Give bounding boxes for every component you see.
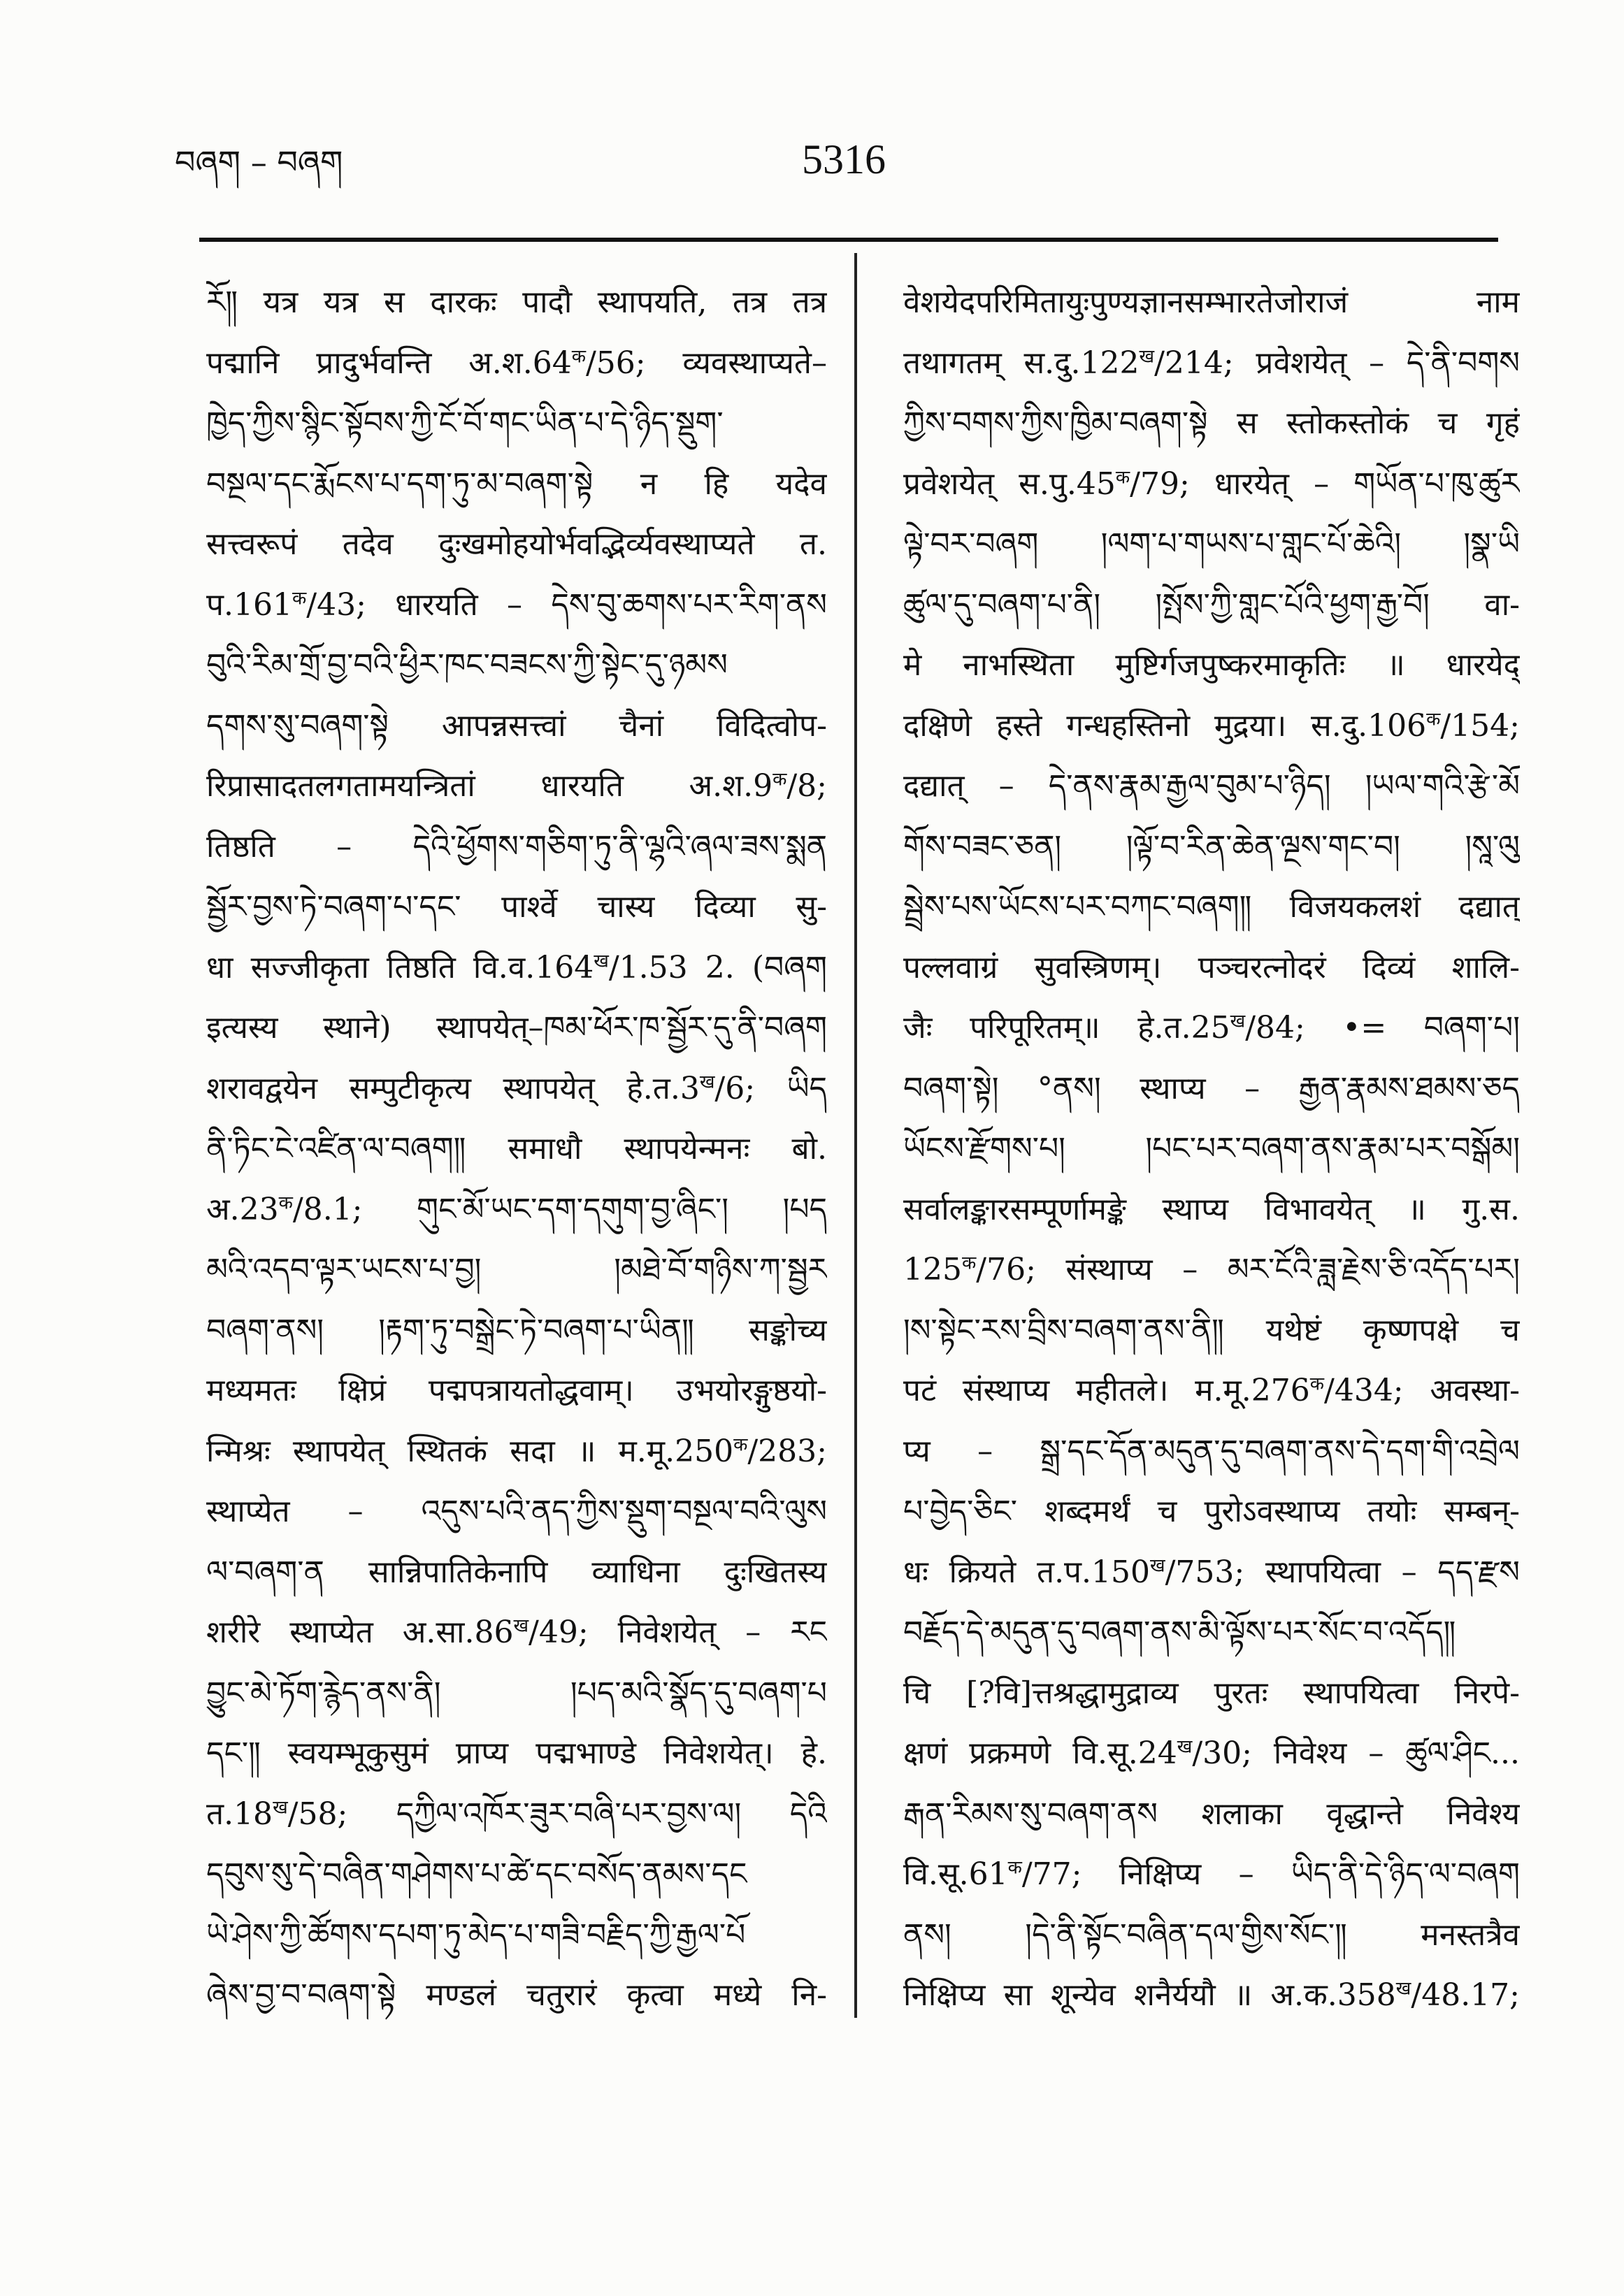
text-line: सत्त्वरूपं तदेव दुःखमोहयोर्भवद्भिर्व्यवस्थाप्यते त.: [206, 526, 827, 562]
text-line: धः क्रियते $त.प.150^ख/753$; स्थापयित्वा – དད་རྫས: [903, 1554, 1520, 1590]
text-line: प्य – སྒྲ་དང་དོན་མདུན་དུ་བཞག་ནས་དེ་དག་གི་འབྲེལ: [903, 1433, 1520, 1469]
text-line: धा सज्जीकृता तिष्ठति $वि.व.164^ख/1.53$ 2. (བཞག: [206, 949, 827, 985]
text-line: ཀྱིས་བགས་ཀྱིས་ཁྱིམ་བཞག་སྟེ स स्तोकस्तोकं च गृहं: [903, 405, 1520, 441]
text-line: तथागतम् $स.दु.122^ख/214$; प्रवेशयेत् – དེ་ནི་བགས: [903, 345, 1520, 381]
text-line: བརྗོད་དེ་མདུན་དུ་བཞག་ནས་མི་ལྟོས་པར་སོང་བ་འདོད༎: [903, 1615, 1456, 1650]
text-line: इत्यस्य स्थाने) स्थापयेत्–ཁམ་ཕོར་ཁ་སྦྱོར་དུ་ནི་བཞག: [206, 1010, 827, 1046]
text-line: ལྟེ་བར་བཞག །ལག་པ་གཡས་པ་གླང་པོ་ཆེའི། །སྣ་ཡི: [903, 526, 1520, 562]
text-line: རྒན་རིམས་སུ་བཞག་ནས शलाका वृद्धान्ते निवेश्य: [903, 1796, 1520, 1832]
folio-side-marker: ख: [1177, 1735, 1193, 1758]
text-line: तिष्ठति – དེའི་ཕྱོགས་གཅིག་ཏུ་ནི་ལྷའི་ཞལ་ཟས་སྨན: [206, 828, 827, 865]
text-line: दक्षिणे हस्ते गन्धहस्तिनो मुद्रया। $स.दु.106^क/154$;: [903, 707, 1520, 744]
folio-side-marker: ख: [273, 1796, 288, 1818]
text-line: रिप्रासादतलगतामयन्त्रितां धारयति $अ.श.9^क/8$;: [206, 768, 827, 804]
text-line: བུའི་རིམ་གྲོ་བྱ་བའི་ཕྱིར་ཁང་བཟངས་ཀྱི་སྟེང་དུ་ཉམས: [206, 647, 728, 683]
text-line: पल्लवाग्रं सुवस्त्रिणम्। पञ्चरत्नोदरं दिव्यं शालि-: [903, 949, 1520, 985]
folio-side-marker: ख: [1230, 1010, 1246, 1032]
text-line: དང་༎ स्वयम्भूकुसुमं प्राप्य पद्मभाण्डे निवेशयेत्। हे.: [206, 1735, 827, 1771]
text-line: བཞག་ནས། །རྟག་ཏུ་བསྒྲེང་ཏེ་བཞག་པ་ཡིན༎ सङ्कोच्य: [206, 1312, 827, 1348]
text-line: $125^क/76$; संस्थाप्य – མར་ངོའི་ཟླ་རྗེས་ཅི་འདོད་པར།: [903, 1252, 1520, 1287]
text-line: जैः परिपूरितम्॥ $हे.त.25^ख/84$; •= བཞག་པ།: [903, 1010, 1520, 1046]
text-line: पटं संस्थाप्य महीतले। $म.मू.276^क/434$; अवस्था-: [903, 1373, 1520, 1408]
text-line: བྱུང་མེ་ཏོག་རྙེད་ནས་ནི། །པད་མའི་སྣོད་དུ་བཞག་པ: [206, 1675, 827, 1711]
folio-side-marker: क: [1115, 465, 1130, 488]
folio-side-marker: ख: [513, 1615, 529, 1637]
text-line: मे नाभस्थिता मुष्टिर्गजपुष्करमाकृतिः ॥ धारयेद्: [903, 647, 1520, 683]
text-line: སྦྱོར་བྱས་ཏེ་བཞག་པ་དང་ पार्श्वे चास्य दिव्या सु-: [206, 889, 827, 925]
folio-side-marker: क: [278, 1191, 293, 1213]
text-line: शरीरे स्थाप्येत $अ.सा.86^ख/49$; निवेशयेत् – རང: [206, 1615, 827, 1650]
text-line: चि [?वि]त्तश्रद्धामुद्राव्य पुरतः स्थापयित्वा निरपे-: [903, 1675, 1520, 1711]
text-line: ཡོངས་རྫོགས་པ། །པང་པར་བཞག་ནས་རྣམ་པར་བསྒོམ།: [903, 1131, 1520, 1167]
folio-side-marker: क: [571, 345, 586, 367]
text-line: རོ༎ यत्र यत्र स दारकः पादौ स्थापयति, तत्र तत्र: [206, 284, 827, 320]
folio-side-marker: क: [292, 586, 307, 609]
text-line: $प.161^क/43$; धारयति – དེས་བུ་ཆགས་པར་རིག་ནས: [206, 586, 827, 623]
text-line: བཞག་སྟེ། °ནས། स्थाप्य – རྒྱན་རྣམས་ཐམས་ཅད: [903, 1070, 1520, 1106]
text-line: བསྔལ་དང་རྨོངས་པ་དག་ཏུ་མ་བཞག་སྟེ न हि यदेव: [206, 465, 827, 502]
text-line: $अ.23^क/8.1$; གུང་མོ་ཡང་དག་དགུག་བྱ་ཞིང་། །པད: [206, 1191, 827, 1227]
text-line: པ་བྱེད་ཅིང་ शब्दमर्थं च पुरोऽवस्थाप्य तयोः सम्बन्-: [903, 1494, 1520, 1529]
text-line: དགས་སུ་བཞག་སྟེ आपन्नसत्त्वां चैनां विदित्वोप-: [206, 707, 827, 744]
text-line: །ས་སྟེང་རས་བྲིས་བཞག་ནས་ནི༎ यथेष्टं कृष्णपक्षे च: [903, 1312, 1520, 1348]
folio-side-marker: क: [733, 1433, 748, 1455]
text-line: प्रवेशयेत् $स.पु.45^क/79$; धारयेत् – གཡོན་པ་ཁུ་ཚུར: [903, 465, 1520, 502]
text-line: सर्वालङ्कारसम्पूर्णामङ्के स्थाप्य विभावयेत् ॥ गु.स.: [903, 1191, 1520, 1227]
folio-side-marker: क: [773, 768, 787, 790]
right-column: [903, 273, 1520, 2026]
text-line: वेशयेदपरिमितायुःपुण्यज्ञानसम्भारतेजोराजं नाम: [903, 284, 1520, 320]
running-head: བཞག – བཞག: [175, 143, 343, 181]
text-line: ཡེ་ཤེས་ཀྱི་ཚོགས་དཔག་ཏུ་མེད་པ་གཟི་བརྗིད་ཀྱི་རྒྱལ་པོ: [206, 1916, 746, 1953]
text-line: ནས། །དེ་ནི་སྟོང་བཞིན་དལ་གྱིས་སོང་༎ मनस्तत्रैव: [903, 1916, 1520, 1953]
column-divider: [854, 253, 857, 2018]
folio-side-marker: ख: [1139, 345, 1155, 367]
folio-side-marker: ख: [699, 1070, 715, 1092]
text-line: ཁྱེད་ཀྱིས་སྙིང་སྟོབས་ཀྱི་ངོ་བོ་གང་ཡིན་པ་དེ་ཉིད་སྡུག་: [206, 405, 724, 441]
text-line: न्मिश्रः स्थापयेत् स्थितकं सदा ॥ $म.मू.250^क/283$;: [206, 1433, 827, 1469]
folio-side-marker: ख: [594, 949, 609, 972]
folio-side-marker: क: [961, 1252, 977, 1274]
text-line: གོས་བཟང་ཅན། །ལྟོ་བ་རིན་ཆེན་ལྔས་གང་བ། །སཱ་ལུ: [903, 828, 1520, 865]
folio-side-marker: क: [1007, 1856, 1022, 1879]
text-line: དབུས་སུ་དེ་བཞིན་གཤེགས་པ་ཚེ་དང་བསོད་ནམས་དང: [206, 1856, 747, 1892]
text-line: दद्यात् – དེ་ནས་རྣམ་རྒྱལ་བུམ་པ་ཉིད། །ཡལ་གའི་རྩེ་མོ: [903, 768, 1520, 804]
text-line: ཞེས་བྱ་བ་བཞག་སྟེ मण्डलं चतुरारं कृत्वा मध्ये नि-: [206, 1977, 827, 2013]
header-rule: [199, 238, 1498, 242]
text-line: शरावद्वयेन सम्पुटीकृत्य स्थापयेत् $हे.त.3^ख/6$; ཡིད: [206, 1070, 827, 1106]
text-line: मध्यमतः क्षिप्रं पद्मपत्रायतोद्धवाम्। उभयोरङ्गुष्ठयो-: [206, 1373, 827, 1408]
text-line: निक्षिप्य सा शून्येव शनैर्ययौ ॥ $अ.क.358^ख/48.17$;: [903, 1977, 1520, 2013]
text-line: पद्मानि प्रादुर्भवन्ति $अ.श.64^क/56$; व्यवस्थाप्यते–: [206, 345, 827, 381]
text-line: མའི་འདབ་ལྟར་ཡངས་པ་བྱ། །མཐེ་བོ་གཉིས་ཀ་སྦྱར: [206, 1252, 827, 1287]
folio-side-marker: ख: [1150, 1554, 1165, 1576]
text-line: क्षणं प्रक्रमणे $वि.सू.24^ख/30$; निवेश्य – ཚུལ་ཤིང...: [903, 1735, 1520, 1771]
text-line: སྦྲེས་པས་ཡོངས་པར་བཀང་བཞག༎ विजयकलशं दद्यात्: [903, 889, 1520, 925]
left-column: [206, 273, 827, 2026]
text-line: ཚུལ་དུ་བཞག་པ་ནི། །སྤོས་ཀྱི་གླང་པོའི་ཕྱག་རྒྱ་བོ། वा-: [903, 586, 1520, 623]
text-line: स्थाप्येत – འདུས་པའི་ནད་ཀྱིས་སྡུག་བསྔལ་བའི་ལུས: [206, 1494, 827, 1529]
text-line: ལ་བཞག་ན सान्निपातिकेनापि व्याधिना दुःखितस्य: [206, 1554, 827, 1590]
text-line: ནི་ཏིང་ངེ་འཛིན་ལ་བཞག༎ समाधौ स्थापयेन्मनः बो.: [206, 1131, 827, 1167]
text-line: $त.18^ख/58$; དཀྱིལ་འཁོར་ཟུར་བཞི་པར་བྱས་ལ། དེའི: [206, 1796, 827, 1832]
folio-side-marker: क: [1309, 1373, 1324, 1395]
text-line: $वि.सू.61^क/77$; निक्षिप्य – ཡིད་ནི་དེ་ཉིད་ལ་བཞག: [903, 1856, 1520, 1892]
folio-side-marker: क: [1426, 707, 1441, 730]
page-number: 5316: [802, 136, 886, 182]
folio-side-marker: ख: [1395, 1977, 1411, 2000]
